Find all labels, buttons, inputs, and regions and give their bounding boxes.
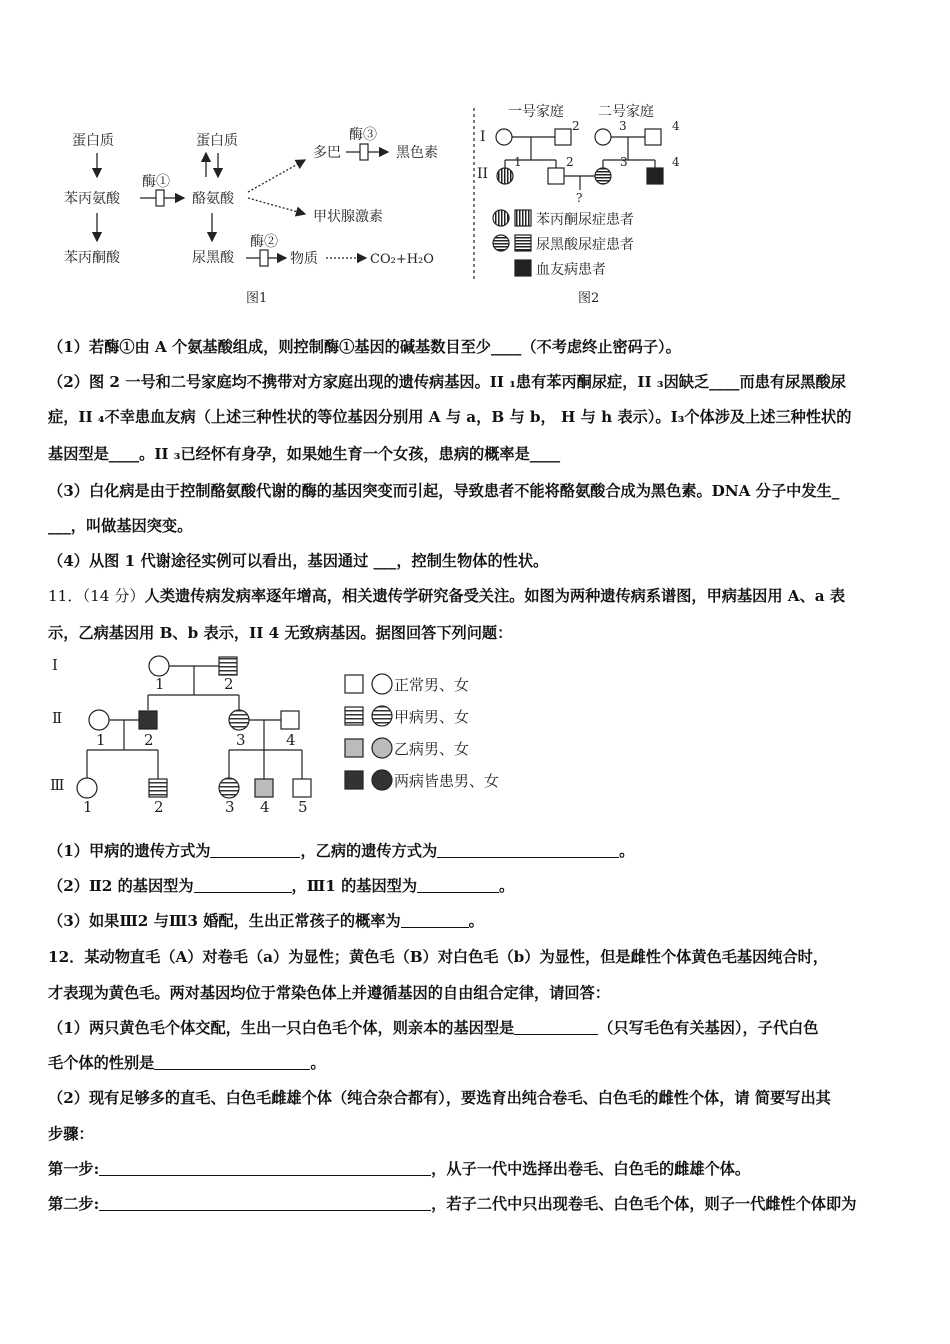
label-protein-mid: 蛋白质 [196, 133, 238, 149]
q10-part2-line3: 基因型是____。II ₃已经怀有身孕，如果她生育一个女孩，患病的概率是____ [48, 445, 561, 463]
svg-text:5: 5 [298, 798, 308, 816]
q11-stem-line2: 示，乙病基因用 B、b 表示，II 4 无致病基因。据图回答下列问题： [48, 624, 513, 642]
svg-text:2: 2 [566, 155, 574, 169]
svg-text:2: 2 [224, 675, 234, 693]
gen-I-label: Ⅰ [52, 656, 58, 674]
svg-text:3: 3 [225, 798, 235, 816]
label-protein-left: 蛋白质 [72, 133, 114, 149]
generation-2-label: II [477, 166, 489, 182]
figure-2-pedigree [477, 104, 680, 306]
svg-text:3: 3 [236, 731, 246, 749]
answer-blank[interactable] [99, 1196, 431, 1211]
q12-part1-line1: （1）两只黄色毛个体交配，生出一只白色毛个体，则亲本的基因型是 （只写毛色有关基因），子代白色 [48, 1019, 819, 1037]
label-melanin: 黑色素 [396, 145, 438, 161]
label-tyrosine: 酪氨酸 [192, 191, 234, 207]
answer-blank[interactable] [154, 1055, 310, 1070]
gen-II-label: Ⅱ [52, 709, 63, 727]
q10-part4: （4）从图 1 代谢途径实例可以看出，基因通过 ___，控制生物体的性状。 [48, 552, 549, 570]
q10-part3-line2: ___，叫做基因突变。 [48, 517, 193, 535]
legend-normal: 正常男、女 [394, 676, 470, 694]
answer-blank[interactable] [210, 843, 300, 858]
q11-stem-text: 人类遗传病发病率逐年增高，相关遗传学研究备受关注。如图为两种遗传病系谱图，甲病基因用 A、a 表 [144, 587, 846, 605]
q12-part2-line1: （2）现有足够多的直毛、白色毛雌雄个体（纯合杂合都有），要选育出纯合卷毛、白色毛的雌性个体，请 简要写出其 [48, 1089, 831, 1107]
q11-part1: （1）甲病的遗传方式为 ，乙病的遗传方式为 。 [48, 842, 635, 860]
answer-blank[interactable] [99, 1161, 431, 1176]
q10-part2-line2: 症，II ₄不幸患血友病（上述三种性状的等位基因分别用 A 与 a，B 与 b， H 与 h 表示）。I₃个体涉及上述三种性状的 [48, 408, 852, 426]
svg-text:2: 2 [154, 798, 164, 816]
svg-text:3: 3 [620, 155, 628, 169]
svg-text:1: 1 [83, 798, 93, 816]
label-enzyme-3: 酶③ [349, 127, 377, 143]
svg-text:2: 2 [144, 731, 154, 749]
q12-stem-line2: 才表现为黄色毛。两对基因均位于常染色体上并遵循基因的自由组合定律，请回答： [48, 984, 610, 1002]
unborn-question-mark: ? [576, 191, 583, 205]
label-dopa: 多巴 [313, 145, 341, 161]
label-enzyme-2: 酶② [250, 234, 278, 250]
legend-pku: 苯丙酮尿症患者 [536, 212, 634, 228]
q12-part1-line2: 毛个体的性别是 。 [48, 1054, 326, 1072]
svg-text:1: 1 [155, 675, 165, 693]
svg-text:2: 2 [572, 119, 580, 133]
figure-1-caption: 图1 [246, 291, 268, 306]
svg-text:1: 1 [96, 731, 106, 749]
q12-step2: 第二步: ，若子二代中只出现卷毛、白色毛个体，则子一代雌性个体即为 [48, 1195, 857, 1213]
gen-III-label: Ⅲ [50, 776, 65, 794]
label-homogentisic-acid: 尿黑酸 [192, 250, 234, 266]
q10-part2-line1: （2）图 2 一号和二号家庭均不携带对方家庭出现的遗传病基因。II ₁患有苯丙酮尿症，II ₃因缺乏____而患有尿黑酸尿 [48, 373, 846, 391]
family-2-label: 二号家庭 [598, 104, 654, 120]
label-substance: 物质 [290, 251, 318, 267]
answer-blank[interactable] [437, 843, 619, 858]
q12-step1: 第一步: ，从子一代中选择出卷毛、白色毛的雌雄个体。 [48, 1160, 751, 1178]
q11-pedigree [40, 650, 560, 820]
label-enzyme-1: 酶① [142, 174, 170, 190]
label-phenylpyruvic-acid: 苯丙酮酸 [64, 250, 120, 266]
family-1-label: 一号家庭 [508, 104, 564, 120]
q10-part1: （1）若酶①由 A 个氨基酸组成，则控制酶①基因的碱基数目至少____（不考虑终止密码子）。 [48, 338, 681, 356]
figure-2-caption: 图2 [578, 291, 600, 306]
svg-text:4: 4 [672, 119, 680, 133]
legend-disease-a: 甲病男、女 [394, 708, 470, 726]
legend-hemophilia: 血友病患者 [536, 262, 606, 278]
generation-1-label: I [480, 129, 486, 145]
legend-disease-b: 乙病男、女 [394, 740, 470, 758]
q12-stem-line1: 12．某动物直毛（A）对卷毛（a）为显性；黄色毛（B）对白色毛（b）为显性，但是雌性个体黄色毛基因纯合时， [48, 948, 829, 966]
svg-text:1: 1 [514, 155, 522, 169]
answer-blank[interactable] [417, 878, 499, 893]
answer-blank[interactable] [401, 913, 469, 928]
svg-text:3: 3 [619, 119, 627, 133]
svg-text:4: 4 [286, 731, 296, 749]
q10-part3-line1: （3）白化病是由于控制酪氨酸代谢的酶的基因突变而引起，导致患者不能将酪氨酸合成为黑色素。DNA 分子中发生_ [48, 482, 840, 500]
answer-blank[interactable] [514, 1020, 598, 1035]
label-thyroxine: 甲状腺激素 [313, 209, 383, 225]
q11-stem-line1 [48, 585, 845, 606]
svg-text:4: 4 [672, 155, 680, 169]
label-co2-h2o: CO₂+H₂O [370, 252, 434, 267]
q11-part2: （2）Ⅱ2 的基因型为 ，Ⅲ1 的基因型为 。 [48, 877, 515, 895]
q12-part2-line2: 步骤： [48, 1125, 94, 1143]
label-phenylalanine: 苯丙氨酸 [64, 191, 120, 207]
legend-both-diseases: 两病皆患男、女 [394, 772, 500, 790]
legend-alkaptonuria: 尿黑酸尿症患者 [536, 237, 634, 253]
svg-text:4: 4 [260, 798, 270, 816]
answer-blank[interactable] [194, 878, 292, 893]
figure-1-metabolic-pathway [64, 127, 438, 306]
q11-part3: （3）如果Ⅲ2 与Ⅲ3 婚配，生出正常孩子的概率为 。 [48, 912, 484, 930]
q11-number: 11．（14 分） [48, 587, 145, 605]
